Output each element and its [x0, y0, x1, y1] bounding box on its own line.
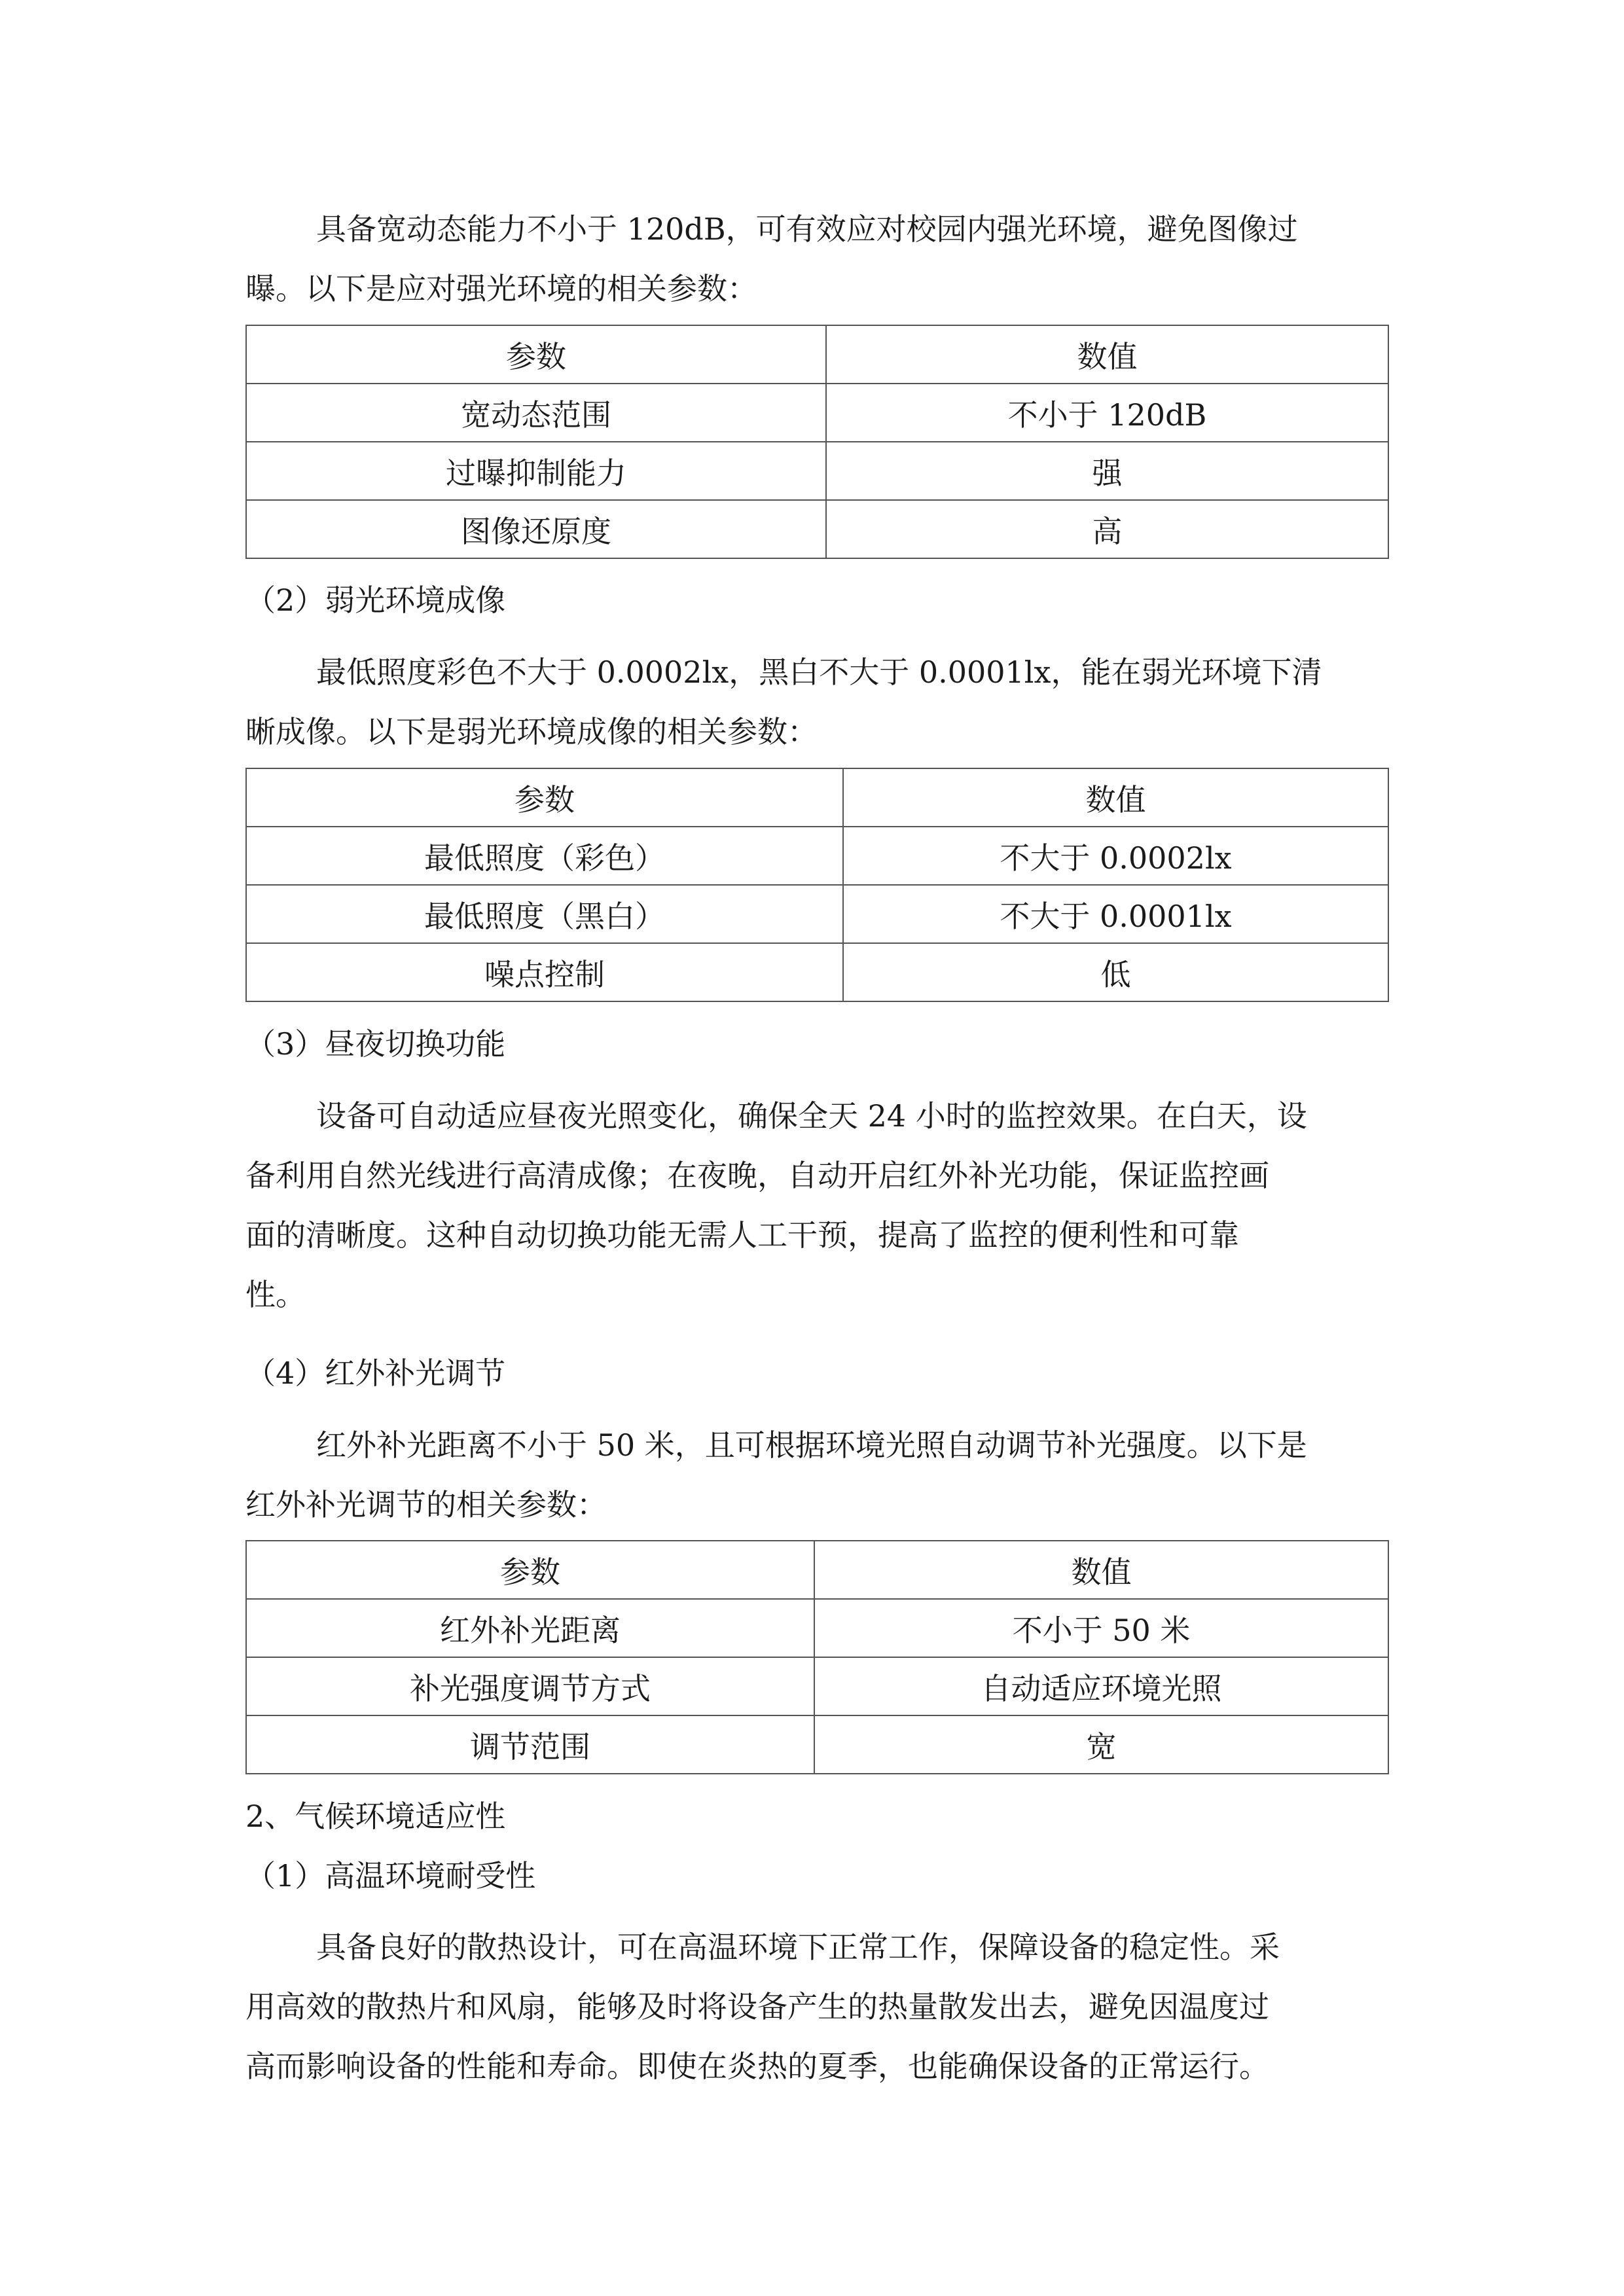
low-light-paragraph	[245, 643, 1388, 762]
table-header-param: 参数	[246, 768, 843, 827]
table-cell: 高	[826, 500, 1388, 558]
section-heading-low-light: （2）弱光环境成像	[245, 583, 506, 618]
table-cell: 宽	[814, 1715, 1388, 1774]
day-night-paragraph	[245, 1086, 1388, 1325]
table-cell: 不小于 50 米	[814, 1599, 1388, 1657]
paragraph-line: 用高效的散热片和风扇，能够及时将设备产生的热量散发出去，避免因温度过	[245, 1989, 1269, 2024]
table-row	[246, 943, 1388, 1001]
table-row	[246, 442, 1388, 500]
table-cell: 调节范围	[246, 1715, 814, 1774]
table-row	[246, 384, 1388, 442]
table-cell: 过曝抑制能力	[246, 442, 826, 500]
low-light-table	[245, 768, 1388, 1002]
table-row	[246, 827, 1388, 885]
table-cell: 宽动态范围	[246, 384, 826, 442]
intro-paragraph	[245, 200, 1388, 319]
paragraph-line: 面的清晰度。这种自动切换功能无需人工干预，提高了监控的便利性和可靠	[245, 1217, 1239, 1253]
table-cell: 补光强度调节方式	[246, 1657, 814, 1715]
table-row	[246, 1657, 1388, 1715]
section-heading-infrared: （4）红外补光调节	[245, 1355, 506, 1391]
paragraph-line: 设备可自动适应昼夜光照变化，确保全天 24 小时的监控效果。在白天，设	[316, 1098, 1307, 1134]
section-heading-climate: 2、气候环境适应性	[245, 1799, 506, 1834]
paragraph-line: 备利用自然光线进行高清成像；在夜晚，自动开启红外补光功能，保证监控画	[245, 1158, 1269, 1193]
section-heading-high-temp: （1）高温环境耐受性	[245, 1858, 536, 1893]
table-header-param: 参数	[246, 1541, 814, 1599]
table-cell: 低	[843, 943, 1388, 1001]
paragraph-line: 性。	[245, 1277, 306, 1312]
paragraph-line: 最低照度彩色不大于 0.0002lx，黑白不大于 0.0001lx，能在弱光环境下清	[316, 655, 1322, 690]
table-cell: 不大于 0.0001lx	[843, 885, 1388, 943]
paragraph-line: 高而影响设备的性能和寿命。即使在炎热的夏季，也能确保设备的正常运行。	[245, 2049, 1269, 2084]
table-header-row	[246, 768, 1388, 827]
paragraph-line: 曝。以下是应对强光环境的相关参数：	[245, 271, 757, 306]
table-cell: 噪点控制	[246, 943, 843, 1001]
paragraph-line: 晰成像。以下是弱光环境成像的相关参数：	[245, 714, 818, 749]
table-cell: 强	[826, 442, 1388, 500]
table-cell: 最低照度（彩色）	[246, 827, 843, 885]
infrared-table	[245, 1540, 1388, 1774]
table-header-row	[246, 1541, 1388, 1599]
paragraph-line: 具备良好的散热设计，可在高温环境下正常工作，保障设备的稳定性。采	[316, 1929, 1280, 1965]
table-header-param: 参数	[246, 325, 826, 384]
paragraph-line: 红外补光距离不小于 50 米，且可根据环境光照自动调节补光强度。以下是	[316, 1427, 1307, 1463]
table-header-value: 数值	[826, 325, 1388, 384]
table-row	[246, 1599, 1388, 1657]
table-header-value: 数值	[843, 768, 1388, 827]
paragraph-line: 红外补光调节的相关参数：	[245, 1487, 607, 1522]
paragraph-line: 具备宽动态能力不小于 120dB，可有效应对校园内强光环境，避免图像过	[316, 211, 1298, 247]
table-header-row	[246, 325, 1388, 384]
table-cell: 图像还原度	[246, 500, 826, 558]
table-cell: 不大于 0.0002lx	[843, 827, 1388, 885]
table-row	[246, 885, 1388, 943]
section-heading-day-night: （3）昼夜切换功能	[245, 1026, 506, 1062]
table-header-value: 数值	[814, 1541, 1388, 1599]
table-row	[246, 500, 1388, 558]
table-cell: 红外补光距离	[246, 1599, 814, 1657]
table-cell: 自动适应环境光照	[814, 1657, 1388, 1715]
high-temp-paragraph	[245, 1918, 1388, 2096]
strong-light-table	[245, 325, 1388, 559]
table-row	[246, 1715, 1388, 1774]
table-cell: 不小于 120dB	[826, 384, 1388, 442]
table-cell: 最低照度（黑白）	[246, 885, 843, 943]
infrared-paragraph	[245, 1416, 1388, 1535]
